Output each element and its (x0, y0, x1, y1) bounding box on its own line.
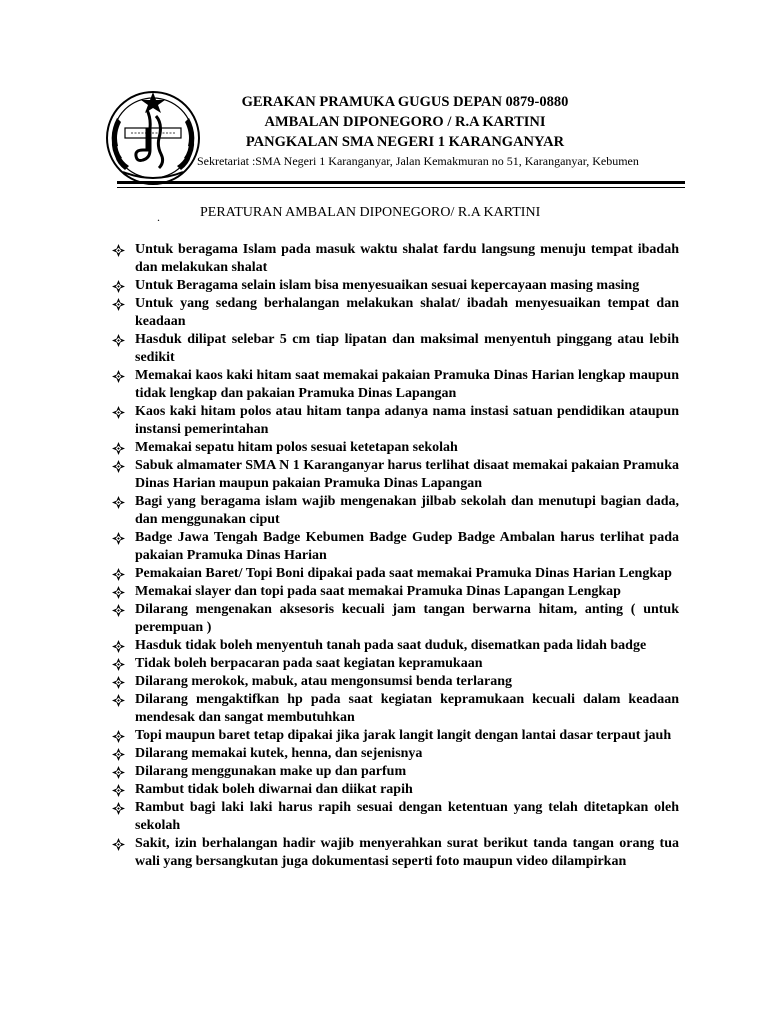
diamond-bullet-icon (112, 298, 125, 311)
rule-text: Pemakaian Baret/ Topi Boni dipakai pada saat memakai Pramuka Dinas Harian Lengkap (135, 566, 672, 581)
diamond-bullet-icon (112, 568, 125, 581)
rule-item (112, 691, 679, 727)
rule-item (112, 367, 679, 403)
diamond-bullet-icon (112, 406, 125, 419)
diamond-bullet-icon (112, 244, 125, 257)
rule-item (112, 655, 679, 673)
rule-item (112, 799, 679, 835)
rule-item (112, 727, 679, 745)
diamond-bullet-icon (112, 370, 125, 383)
school-base-name: PANGKALAN SMA NEGERI 1 KARANGANYAR (245, 134, 565, 150)
rule-item (112, 781, 679, 799)
rule-text: Hasduk tidak boleh menyentuh tanah pada saat duduk, disematkan pada lidah badge (135, 638, 647, 653)
rule-text: Tidak boleh berpacaran pada saat kegiatan kepramukaan (135, 656, 483, 671)
diamond-bullet-icon (112, 586, 125, 599)
diamond-bullet-icon (112, 676, 125, 689)
diamond-bullet-icon (112, 802, 125, 815)
header-divider-thick (117, 181, 685, 184)
diamond-bullet-icon (112, 442, 125, 455)
rules-list (112, 241, 679, 871)
organization-name: GERAKAN PRAMUKA GUGUS DEPAN 0879-0880 (241, 94, 569, 110)
rule-item (112, 673, 679, 691)
rule-item (112, 745, 679, 763)
diamond-bullet-icon (112, 766, 125, 779)
rule-text: Dilarang mengenakan aksesoris kecuali jam tangan berwarna hitam, anting ( untuk perempuan ) (135, 602, 679, 635)
rule-text: Topi maupun baret tetap dipakai jika jarak langit langit dengan lantai dasar terpaut jauh (135, 728, 672, 743)
diamond-bullet-icon (112, 334, 125, 347)
rule-item (112, 241, 679, 277)
diamond-bullet-icon (112, 730, 125, 743)
rule-item (112, 583, 679, 601)
rule-item (112, 493, 679, 529)
rule-item (112, 439, 679, 457)
ambalan-name: AMBALAN DIPONEGORO / R.A KARTINI (264, 114, 546, 130)
rule-text: Rambut bagi laki laki harus rapih sesuai dengan ketentuan yang telah ditetapkan oleh sekolah (135, 800, 679, 833)
rule-text: Dilarang memakai kutek, henna, dan sejenisnya (135, 746, 423, 761)
rule-item (112, 529, 679, 565)
secretariat-address: Sekretariat :SMA Negeri 1 Karanganyar, Jalan Kemakmuran no 51, Karanganyar, Kebumen (197, 154, 639, 168)
document-title: PERATURAN AMBALAN DIPONEGORO/ R.A KARTINI (200, 205, 541, 220)
diamond-bullet-icon (112, 658, 125, 671)
stray-mark: . (157, 210, 160, 224)
rule-text: Dilarang menggunakan make up dan parfum (135, 764, 407, 779)
rule-text: Sakit, izin berhalangan hadir wajib menyerahkan surat berikut tanda tangan orang tua wali yang bersangkutan juga dokumentasi seperti foto maupun video dilampirkan (135, 836, 679, 869)
rule-text: Untuk beragama Islam pada masuk waktu shalat fardu langsung menuju tempat ibadah dan melakukan shalat (135, 242, 679, 275)
diamond-bullet-icon (112, 532, 125, 545)
diamond-bullet-icon (112, 604, 125, 617)
rule-text: Memakai sepatu hitam polos sesuai ketetapan sekolah (135, 440, 458, 455)
rule-text: Sabuk almamater SMA N 1 Karanganyar harus terlihat disaat memakai pakaian Pramuka Dinas Harian maupun pakaian Pramuka Dinas Lapangan (135, 458, 679, 491)
rule-text: Kaos kaki hitam polos atau hitam tanpa adanya nama instasi satuan pendidikan ataupun instansi pemerintahan (135, 404, 679, 437)
rule-item (112, 763, 679, 781)
pramuka-emblem-logo (103, 88, 203, 188)
rule-text: Rambut tidak boleh diwarnai dan diikat rapih (135, 782, 413, 797)
rule-text: Untuk Beragama selain islam bisa menyesuaikan sesuai kepercayaan masing masing (135, 278, 640, 293)
diamond-bullet-icon (112, 460, 125, 473)
rule-text: Dilarang merokok, mabuk, atau mengonsumsi benda terlarang (135, 674, 513, 689)
rule-item (112, 637, 679, 655)
rule-text: Bagi yang beragama islam wajib mengenakan jilbab sekolah dan menutupi bagian dada, dan menggunakan ciput (135, 494, 679, 527)
rule-item (112, 457, 679, 493)
diamond-bullet-icon (112, 694, 125, 707)
rule-item (112, 403, 679, 439)
rule-item (112, 295, 679, 331)
diamond-bullet-icon (112, 748, 125, 761)
rule-item (112, 565, 679, 583)
rule-item (112, 277, 679, 295)
rule-item (112, 835, 679, 871)
rule-item (112, 601, 679, 637)
rule-text: Badge Jawa Tengah Badge Kebumen Badge Gudep Badge Ambalan harus terlihat pada pakaian Pramuka Dinas Harian (135, 530, 679, 563)
rule-text: Dilarang mengaktifkan hp pada saat kegiatan kepramukaan kecuali dalam keadaan mendesak dan sangat membutuhkan (135, 692, 679, 725)
rule-text: Memakai slayer dan topi pada saat memakai Pramuka Dinas Lapangan Lengkap (135, 584, 621, 599)
rule-item (112, 331, 679, 367)
diamond-bullet-icon (112, 280, 125, 293)
diamond-bullet-icon (112, 838, 125, 851)
rule-text: Untuk yang sedang berhalangan melakukan shalat/ ibadah menyesuaikan tempat dan keadaan (135, 296, 679, 329)
diamond-bullet-icon (112, 496, 125, 509)
rule-text: Memakai kaos kaki hitam saat memakai pakaian Pramuka Dinas Harian lengkap maupun tidak lengkap dan pakaian Pramuka Dinas Lapangan (135, 368, 679, 401)
rule-text: Hasduk dilipat selebar 5 cm tiap lipatan dan maksimal menyentuh pinggang atau lebih sedikit (135, 332, 679, 365)
diamond-bullet-icon (112, 640, 125, 653)
header-divider-thin (117, 187, 685, 188)
diamond-bullet-icon (112, 784, 125, 797)
